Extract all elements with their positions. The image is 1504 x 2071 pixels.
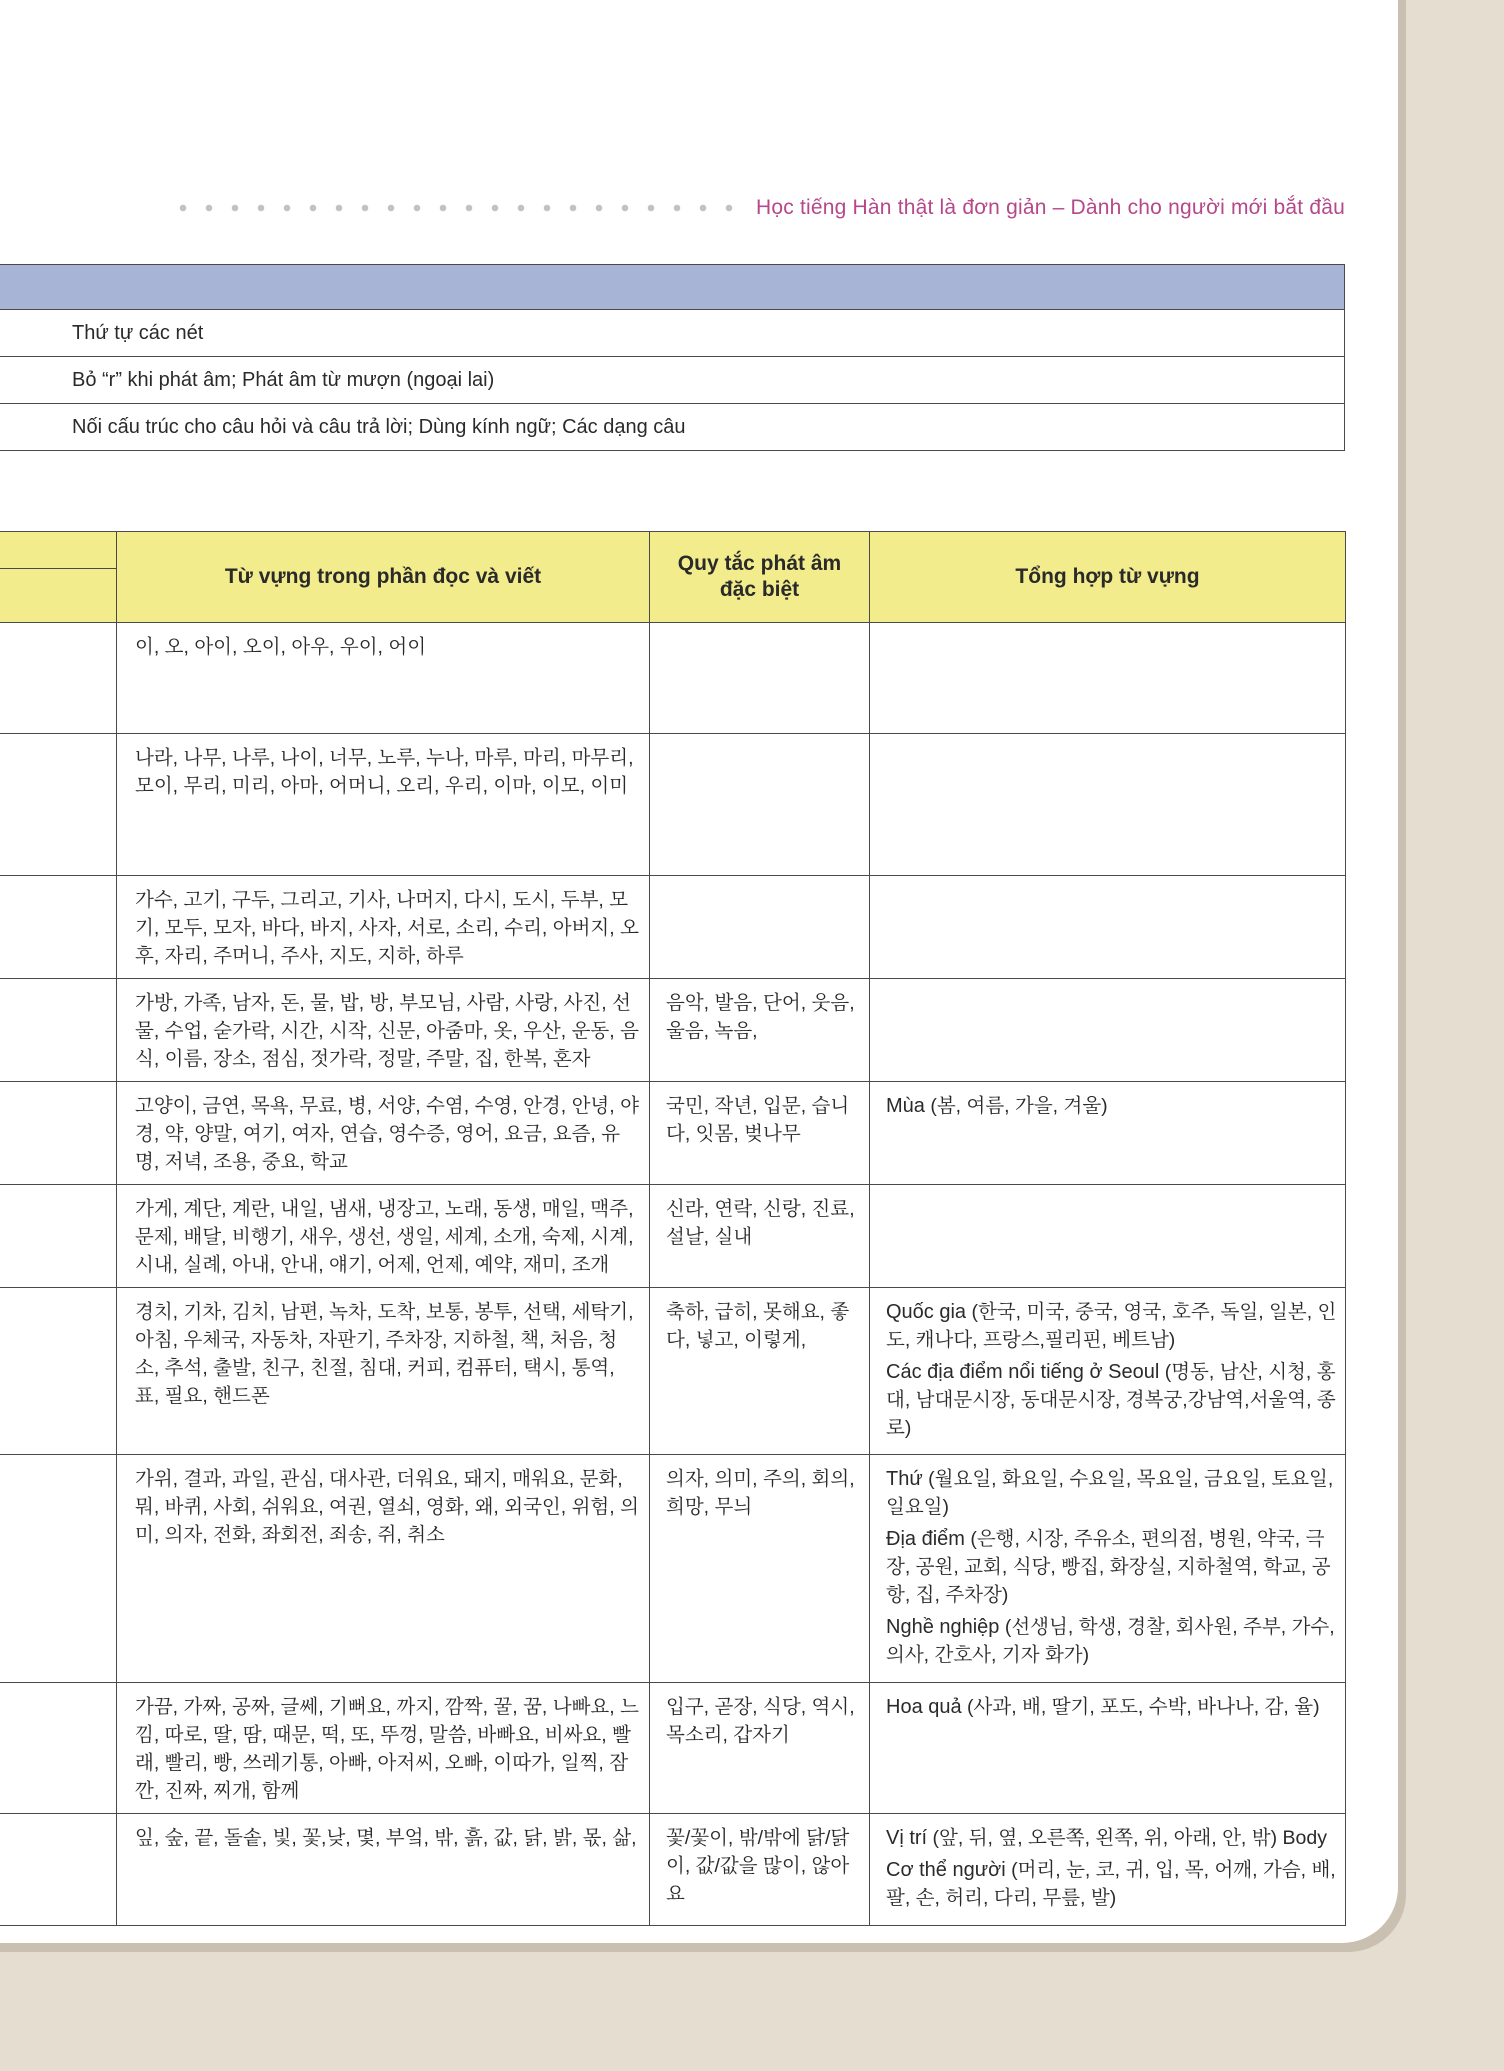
header-pronunciation: Quy tắc phát âm đặc biệt xyxy=(650,532,870,623)
vocab-summary-cell xyxy=(870,1455,1346,1683)
vocab-row xyxy=(0,1288,1346,1455)
vocab-reading-cell: 고양이, 금연, 목욕, 무료, 병, 서양, 수염, 수영, 안경, 안녕, 야경, 약, 양말, 여기, 여자, 연습, 영수증, 영어, 요금, 요즘, 유명, 저녁, 조용, 중요, 학교 xyxy=(117,1082,650,1185)
summary-category-label: Nghề nghiệp xyxy=(886,1616,1000,1638)
vocab-lesson-cell xyxy=(0,734,117,876)
summary-category-label: Hoa quả xyxy=(886,1696,962,1718)
vocab-lesson-cell xyxy=(0,979,117,1082)
vocab-summary-cell xyxy=(870,1082,1346,1185)
vocab-summary-cell xyxy=(870,1288,1346,1455)
summary-cell: Bỏ “r” khi phát âm; Phát âm từ mượn (ngoại lai) xyxy=(0,357,1345,404)
vocab-reading-cell: 이, 오, 아이, 오이, 아우, 우이, 어이 xyxy=(117,623,650,734)
vocab-summary-cell xyxy=(870,1185,1346,1288)
summary-category-label: Mùa xyxy=(886,1095,925,1117)
vocab-summary-cell xyxy=(870,734,1346,876)
summary-table xyxy=(0,264,1345,451)
vocab-summary-cell xyxy=(870,979,1346,1082)
vocab-summary-cell xyxy=(870,876,1346,979)
summary-category-items: (명동, 남산, 시청, 홍대, 남대문시장, 동대문시장, 경복궁,강남역,서울역, 종로) xyxy=(886,1361,1336,1439)
vocab-pronunciation-cell xyxy=(650,876,870,979)
vocab-pronunciation-cell: 입구, 곧장, 식당, 역시, 목소리, 갑자기 xyxy=(650,1683,870,1814)
vocab-body xyxy=(0,623,1346,1926)
summary-category-items: (머리, 눈, 코, 귀, 입, 목, 어깨, 가슴, 배, 팔, 손, 허리, 다리, 무릎, 발) xyxy=(886,1859,1336,1909)
summary-header-cell xyxy=(0,265,1345,310)
summary-category xyxy=(886,1525,1337,1609)
vocab-lesson-cell xyxy=(0,1288,117,1455)
vocab-reading-cell: 경치, 기차, 김치, 남편, 녹차, 도착, 보통, 봉투, 선택, 세탁기, 아침, 우체국, 자동차, 자판기, 주차장, 지하철, 책, 처음, 청소, 추석, 출발, 친구, 친절, 침대, 커피, 컴퓨터, 택시, 통역, 표, 필요, 핸드폰 xyxy=(117,1288,650,1455)
vocab-row xyxy=(0,1455,1346,1683)
summary-cell: Thứ tự các nét xyxy=(0,310,1345,357)
vocab-pronunciation-cell xyxy=(650,623,870,734)
vocab-row xyxy=(0,1683,1346,1814)
header-dot-leader xyxy=(170,204,750,212)
summary-category-items: (봄, 여름, 가을, 겨울) xyxy=(924,1095,1108,1117)
vocab-pronunciation-cell: 음악, 발음, 단어, 웃음, 울음, 녹음, xyxy=(650,979,870,1082)
vocab-reading-cell: 가수, 고기, 구두, 그리고, 기사, 나머지, 다시, 도시, 두부, 모기, 모두, 모자, 바다, 바지, 사자, 서로, 소리, 수리, 아버지, 오후, 자리, 주머니, 주사, 지도, 지하, 하루 xyxy=(117,876,650,979)
summary-category xyxy=(886,1358,1337,1442)
header-cell-left xyxy=(0,532,117,623)
vocab-pronunciation-cell: 축하, 급히, 못해요, 좋다, 넣고, 이렇게, xyxy=(650,1288,870,1455)
summary-category-items: (은행, 시장, 주유소, 편의점, 병원, 약국, 극장, 공원, 교회, 식당, 빵집, 화장실, 지하철역, 학교, 공항, 집, 주차장) xyxy=(886,1528,1331,1606)
vocab-pronunciation-cell: 의자, 의미, 주의, 회의, 희망, 무늬 xyxy=(650,1455,870,1683)
summary-category xyxy=(886,1092,1337,1120)
summary-category-label: Vị trí xyxy=(886,1827,928,1849)
vocab-pronunciation-cell: 신라, 연락, 신랑, 진료, 설날, 실내 xyxy=(650,1185,870,1288)
summary-category-items: (월요일, 화요일, 수요일, 목요일, 금요일, 토요일, 일요일) xyxy=(886,1468,1334,1518)
header-reading: Từ vựng trong phần đọc và viết xyxy=(117,532,650,623)
vocab-lesson-cell xyxy=(0,1082,117,1185)
vocab-lesson-cell xyxy=(0,876,117,979)
summary-category-label: Địa điểm xyxy=(886,1528,965,1550)
vocab-header-row xyxy=(0,532,1346,623)
summary-category-items: (사과, 배, 딸기, 포도, 수박, 바나나, 감, 율) xyxy=(961,1696,1320,1718)
vocab-pronunciation-cell: 꽃/꽃이, 밖/밖에 닭/닭이, 값/값을 많이, 않아요 xyxy=(650,1814,870,1926)
vocab-lesson-cell xyxy=(0,1814,117,1926)
vocab-row xyxy=(0,734,1346,876)
vocab-row xyxy=(0,623,1346,734)
summary-category xyxy=(886,1824,1337,1852)
vocab-reading-cell: 가위, 결과, 과일, 관심, 대사관, 더워요, 돼지, 매워요, 문화, 뭐, 바퀴, 사회, 쉬워요, 여권, 열쇠, 영화, 왜, 외국인, 위험, 의미, 의자, 전화, 좌회전, 죄송, 쥐, 취소 xyxy=(117,1455,650,1683)
vocab-table xyxy=(0,531,1346,1926)
vocab-pronunciation-cell: 국민, 작년, 입문, 습니다, 잇몸, 벚나무 xyxy=(650,1082,870,1185)
vocab-row xyxy=(0,979,1346,1082)
summary-category-label: Cơ thể người xyxy=(886,1859,1006,1881)
summary-category-items: (선생님, 학생, 경찰, 회사원, 주부, 가수, 의사, 간호사, 기자 화가) xyxy=(886,1616,1335,1666)
summary-header-band xyxy=(0,265,1345,310)
summary-category xyxy=(886,1465,1337,1521)
summary-category-label: Quốc gia xyxy=(886,1301,967,1323)
vocab-lesson-cell xyxy=(0,623,117,734)
vocab-lesson-cell xyxy=(0,1683,117,1814)
summary-category xyxy=(886,1298,1337,1354)
summary-category-label: Các địa điểm nổi tiếng ở Seoul xyxy=(886,1361,1160,1383)
summary-row xyxy=(0,357,1345,404)
header-summary: Tổng hợp từ vựng xyxy=(870,532,1346,623)
running-header xyxy=(170,196,1345,220)
summary-category xyxy=(886,1613,1337,1669)
vocab-reading-cell: 가게, 계단, 계란, 내일, 냄새, 냉장고, 노래, 동생, 매일, 맥주, 문제, 배달, 비행기, 새우, 생선, 생일, 세계, 소개, 숙제, 시계, 시내, 실례, 아내, 안내, 얘기, 어제, 언제, 예약, 재미, 조개 xyxy=(117,1185,650,1288)
summary-category xyxy=(886,1856,1337,1912)
summary-row xyxy=(0,404,1345,451)
vocab-pronunciation-cell xyxy=(650,734,870,876)
vocab-row xyxy=(0,1814,1346,1926)
vocab-lesson-cell xyxy=(0,1455,117,1683)
vocab-reading-cell: 나라, 나무, 나루, 나이, 너무, 노루, 누나, 마루, 마리, 마무리, 모이, 무리, 미리, 아마, 어머니, 오리, 우리, 이마, 이모, 이미 xyxy=(117,734,650,876)
header-title: Học tiếng Hàn thật là đơn giản – Dành cho người mới bắt đầu xyxy=(755,196,1345,219)
vocab-reading-cell: 가방, 가족, 남자, 돈, 물, 밥, 방, 부모님, 사람, 사랑, 사진, 선물, 수업, 숟가락, 시간, 시작, 신문, 아줌마, 옷, 우산, 운동, 음식, 이름, 장소, 점심, 젓가락, 정말, 주말, 집, 한복, 혼자 xyxy=(117,979,650,1082)
vocab-reading-cell: 잎, 숲, 끝, 돌솥, 빛, 꽃,낮, 몇, 부엌, 밖, 흙, 값, 닭, 밝, 몫, 삶, xyxy=(117,1814,650,1926)
vocab-row xyxy=(0,1082,1346,1185)
vocab-row xyxy=(0,876,1346,979)
vocab-summary-cell xyxy=(870,1814,1346,1926)
summary-category-items: (한국, 미국, 중국, 영국, 호주, 독일, 일본, 인도, 캐나다, 프랑스,필리핀, 베트남) xyxy=(886,1301,1337,1351)
summary-category-items: (앞, 뒤, 옆, 오른쪽, 왼쪽, 위, 아래, 안, 밖) Body xyxy=(927,1827,1327,1849)
vocab-summary-cell xyxy=(870,623,1346,734)
vocab-lesson-cell xyxy=(0,1185,117,1288)
vocab-reading-cell: 가끔, 가짜, 공짜, 글쎄, 기뻐요, 까지, 깜짝, 꿀, 꿈, 나빠요, 느낌, 따로, 딸, 땀, 때문, 떡, 또, 뚜껑, 말씀, 바빠요, 비싸요, 빨래, 빨리, 빵, 쓰레기통, 아빠, 아저씨, 오빠, 이따가, 일찍, 잠깐, 진짜, 찌개, 함께 xyxy=(117,1683,650,1814)
summary-row xyxy=(0,310,1345,357)
summary-cell: Nối cấu trúc cho câu hỏi và câu trả lời; Dùng kính ngữ; Các dạng câu xyxy=(0,404,1345,451)
summary-category-label: Thứ xyxy=(886,1468,923,1490)
vocab-summary-cell xyxy=(870,1683,1346,1814)
summary-category xyxy=(886,1693,1337,1721)
vocab-row xyxy=(0,1185,1346,1288)
